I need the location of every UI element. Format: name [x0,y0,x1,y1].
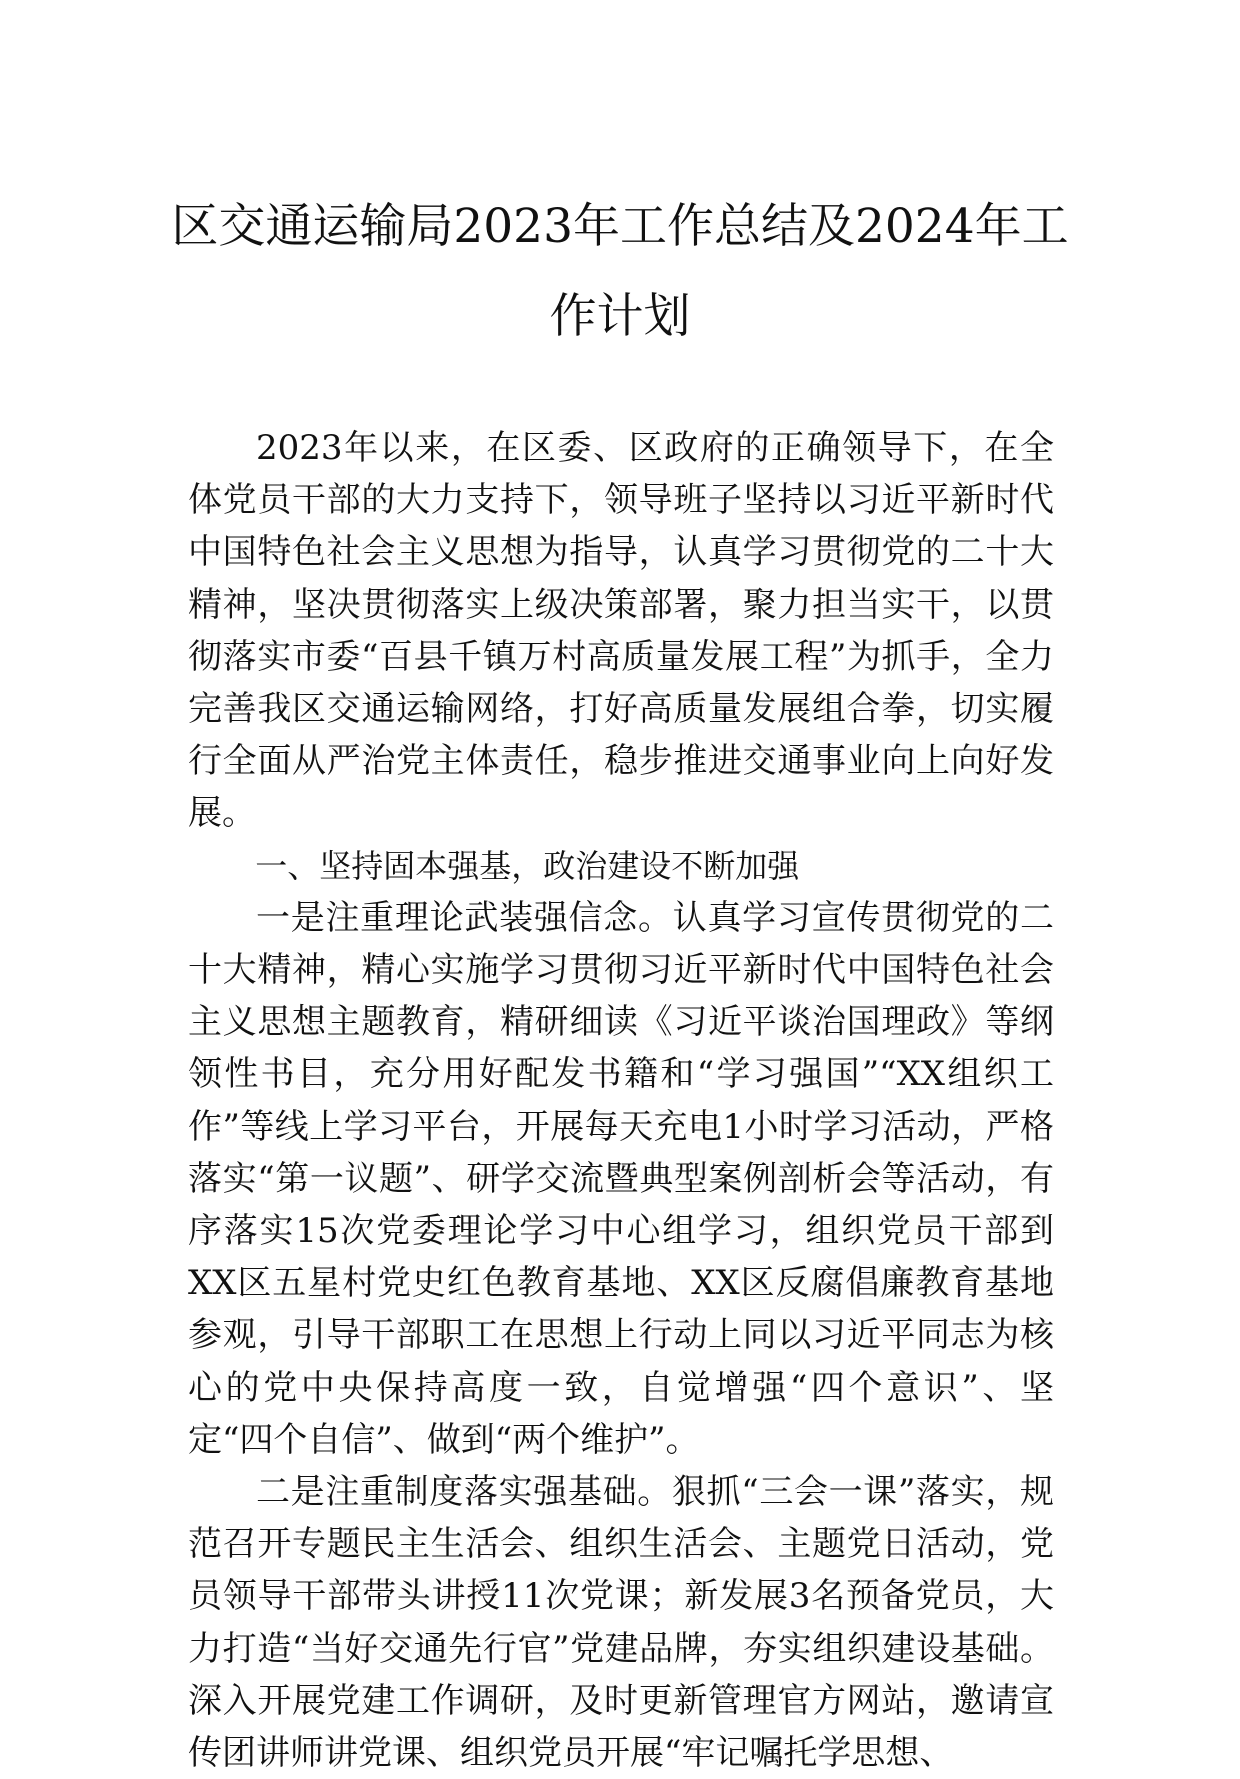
intro-paragraph: 2023年以来，在区委、区政府的正确领导下，在全体党员干部的大力支持下，领导班子坚持以习近平新时代中国特色社会主义思想为指导，认真学习贯彻党的二十大精神，坚决贯彻落实上级决策部署，聚力担当实干，以贯彻落实市委“百县千镇万村高质量发展工程”为抓手，全力完善我区交通运输网络，打好高质量发展组合拳，切实履行全面从严治党主体责任，稳步推进交通事业向上向好发展。 [188,428,1054,834]
paragraph-theory: 一是注重理论武装强信念。认真学习宣传贯彻党的二十大精神，精心实施学习贯彻习近平新时代中国特色社会主义思想主题教育，精研细读《习近平谈治国理政》等纲领性书目，充分用好配发书籍和“学习强国”“XX组织工作”等线上学习平台，开展每天充电1小时学习活动，严格落实“第一议题”、研学交流暨典型案例剖析会等活动，有序落实15次党委理论学习中心组学习，组织党员干部到XX区五星村党史红色教育基地、XX区反腐倡廉教育基地参观，引导干部职工在思想上行动上同以习近平同志为核心的党中央保持高度一致，自觉增强“四个意识”、坚定“四个自信”、做到“两个维护”。 [188,897,1054,1460]
document-title: 区交通运输局2023年工作总结及2024年工作计划 [171,199,1069,344]
section-heading-1: 一、坚持固本强基，政治建设不断加强 [255,846,800,885]
document-body [188,422,1054,1779]
paragraph-system: 二是注重制度落实强基础。狠抓“三会一课”落实，规范召开专题民主生活会、组织生活会、主题党日活动，党员领导干部带头讲授11次党课；新发展3名预备党员，大力打造“当好交通先行官”党建品牌，夯实组织建设基础。深入开展党建工作调研，及时更新管理官方网站，邀请宣传团讲师讲党课、组织党员开展“牢记嘱托学思想、 [188,1472,1054,1774]
